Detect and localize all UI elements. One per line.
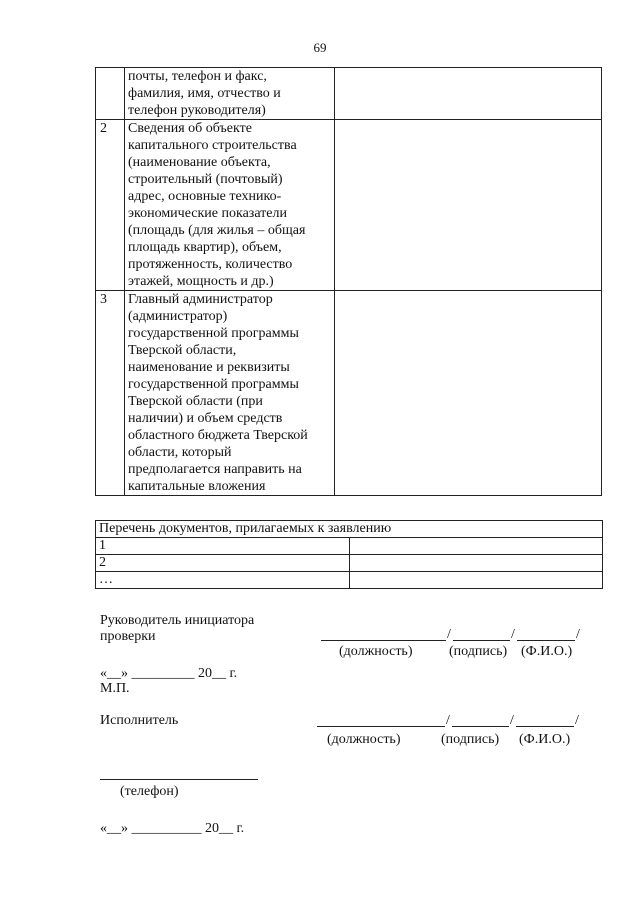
desc-line: почты, телефон и факс,: [128, 69, 267, 84]
slash-separator: /: [576, 627, 580, 642]
desc-line: Сведения об объекте: [128, 121, 252, 136]
desc-line: государственной программы: [128, 326, 299, 341]
name-underline: [517, 640, 575, 641]
caption-position: (должность): [339, 644, 413, 659]
desc-line: протяженность, количество: [128, 257, 293, 272]
row-number: 3: [96, 291, 125, 496]
row-value-cell: [335, 120, 602, 291]
row-description: [125, 120, 335, 291]
desc-line: (площадь (для жилья – общая: [128, 223, 306, 238]
desc-line: капитального строительства: [128, 138, 297, 153]
head-label-line1: Руководитель инициатора: [100, 613, 255, 628]
document-number: …: [96, 572, 350, 589]
document-number: 1: [96, 538, 350, 555]
row-value-cell: [335, 68, 602, 120]
desc-line: (наименование объекта,: [128, 155, 271, 170]
table-row: [96, 572, 603, 589]
executor-label: Исполнитель: [100, 713, 179, 728]
desc-line: предполагается направить на: [128, 462, 302, 477]
desc-line: государственной программы: [128, 377, 299, 392]
date-line: «__» _________ 20__ г.: [100, 666, 238, 681]
row-description: [125, 68, 335, 120]
row-description: [125, 291, 335, 496]
desc-line: площадь квартир), объем,: [128, 240, 282, 255]
table-row: [96, 120, 602, 291]
object-info-table: [95, 67, 602, 496]
page-number: 69: [313, 40, 327, 55]
desc-line: области, который: [128, 445, 232, 460]
desc-line: телефон руководителя): [128, 103, 266, 118]
desc-line: фамилия, имя, отчество и: [128, 86, 281, 101]
document-cell: [349, 538, 603, 555]
slash-separator: /: [511, 627, 515, 642]
slash-separator: /: [510, 713, 514, 728]
row-number: [96, 68, 125, 120]
table-row: [96, 555, 603, 572]
signature-underline: [452, 726, 509, 727]
name-underline: [516, 726, 574, 727]
position-underline: [321, 640, 446, 641]
caption-name: (Ф.И.О.): [521, 644, 573, 659]
desc-line: этажей, мощность и др.): [128, 274, 274, 289]
document-cell: [349, 555, 603, 572]
row-value-cell: [335, 291, 602, 496]
desc-line: Главный администратор: [128, 292, 273, 307]
slash-separator: /: [575, 713, 579, 728]
desc-line: экономические показатели: [128, 206, 287, 221]
desc-line: (администратор): [128, 309, 228, 324]
table-row: [96, 291, 602, 496]
documents-table: [95, 520, 603, 589]
table-row: [96, 538, 603, 555]
row-number: 2: [96, 120, 125, 291]
caption-signature: (подпись): [449, 644, 508, 659]
caption-name: (Ф.И.О.): [519, 732, 571, 747]
slash-separator: /: [447, 627, 451, 642]
caption-position: (должность): [327, 732, 401, 747]
documents-header: Перечень документов, прилагаемых к заявлению: [96, 521, 603, 538]
table-row: [96, 68, 602, 120]
table-header-row: [96, 521, 603, 538]
desc-line: адрес, основные технико-: [128, 189, 282, 204]
phone-underline: [100, 779, 258, 780]
desc-line: Тверской области (при: [128, 394, 263, 409]
position-underline: [317, 726, 445, 727]
signature-underline: [453, 640, 510, 641]
desc-line: строительный (почтовый): [128, 172, 283, 187]
stamp-label: М.П.: [100, 681, 130, 696]
slash-separator: /: [446, 713, 450, 728]
desc-line: Тверской области,: [128, 343, 237, 358]
document-cell: [349, 572, 603, 589]
desc-line: наименование и реквизиты: [128, 360, 290, 375]
desc-line: наличии) и объем средств: [128, 411, 283, 426]
desc-line: капитальные вложения: [128, 479, 266, 494]
desc-line: областного бюджета Тверской: [128, 428, 308, 443]
date-line: «__» __________ 20__ г.: [100, 821, 245, 836]
caption-signature: (подпись): [441, 732, 500, 747]
head-label-line2: проверки: [100, 629, 156, 644]
document-number: 2: [96, 555, 350, 572]
caption-phone: (телефон): [120, 784, 179, 799]
